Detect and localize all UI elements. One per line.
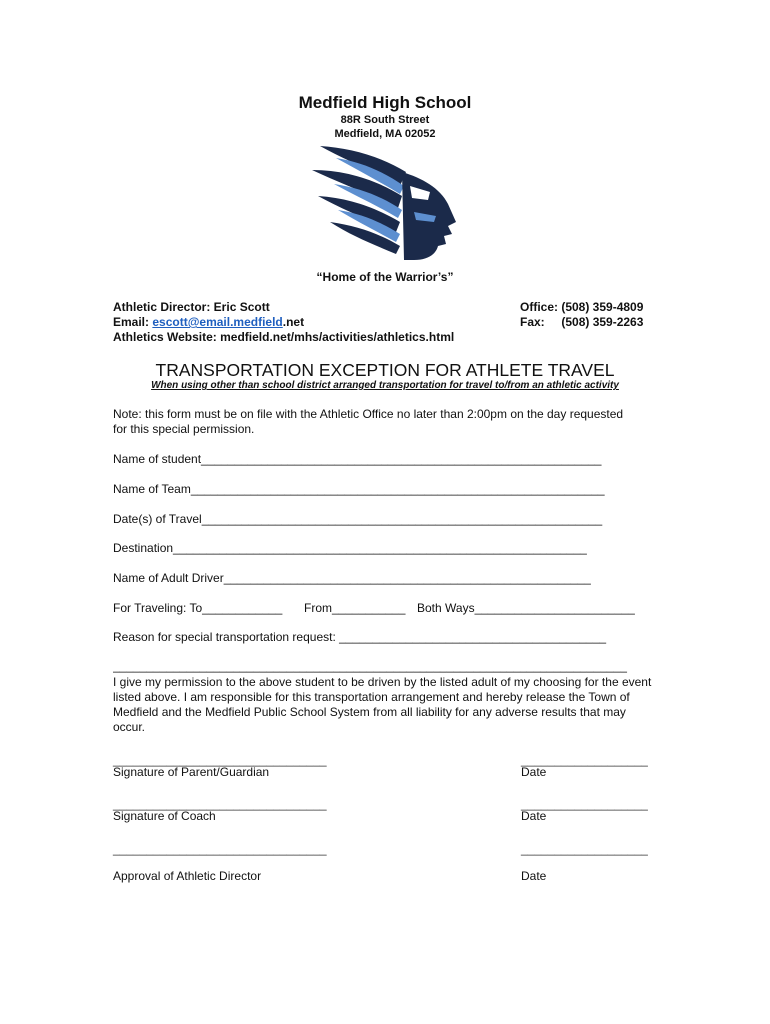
note-line1: Note: this form must be on file with the Athletic Office no later than 2:00pm on the day requested: [113, 407, 624, 421]
reason-blank-line[interactable]: _____________________________________________________________________________: [113, 659, 627, 673]
address-line1: 88R South Street: [340, 114, 430, 126]
athletics-website: Athletics Website: medfield.net/mhs/activities/athletics.html: [113, 330, 455, 344]
office-phone: Office: (508) 359-4809: [520, 300, 644, 314]
parent-signature-line[interactable]: ________________________________: [113, 753, 327, 767]
school-name: Medfield High School: [298, 93, 472, 112]
student-name-field[interactable]: Name of student____________________________________________________________: [113, 452, 602, 466]
permission-paragraph: I give my permission to the above student to be driven by the listed adult of my choosing for the event listed above. I am responsible for this transportation arrangement and hereby release the Town of Medfield and the Medfield Public School System from all liability for any adverse results that may occur.: [113, 675, 652, 734]
both-ways-field[interactable]: Both Ways________________________: [417, 601, 635, 615]
coach-signature-label: Signature of Coach: [113, 809, 216, 823]
email-suffix: .net: [282, 315, 305, 329]
email-link[interactable]: escott@email.medfield: [152, 315, 283, 329]
email-label: Email:: [113, 315, 153, 329]
destination-field[interactable]: Destination______________________________________________________________: [113, 541, 587, 555]
school-motto: “Home of the Warrior’s”: [316, 270, 454, 284]
coach-date-line[interactable]: ___________________: [521, 797, 648, 811]
director-date-label: Date: [521, 869, 547, 883]
reason-field[interactable]: Reason for special transportation request: ________________________________________: [113, 630, 607, 644]
adult-driver-field[interactable]: Name of Adult Driver_______________________________________________________: [113, 571, 591, 585]
email-row: [113, 315, 304, 329]
note-line2: for this special permission.: [113, 422, 255, 436]
form-title: TRANSPORTATION EXCEPTION FOR ATHLETE TRAVEL: [155, 360, 615, 380]
parent-signature-label: Signature of Parent/Guardian: [113, 765, 270, 779]
parent-date-line[interactable]: ___________________: [521, 753, 648, 767]
warrior-headdress-logo-icon: [310, 142, 460, 264]
team-name-field[interactable]: Name of Team______________________________________________________________: [113, 482, 605, 496]
director-approval-label: Approval of Athletic Director: [113, 869, 262, 883]
director-signature-line[interactable]: ________________________________: [113, 842, 327, 856]
parent-date-label: Date: [521, 765, 547, 779]
travel-dates-field[interactable]: Date(s) of Travel____________________________________________________________: [113, 512, 603, 526]
athletic-director: Athletic Director: Eric Scott: [113, 300, 270, 314]
traveling-from-field[interactable]: From___________: [304, 601, 406, 615]
coach-signature-line[interactable]: ________________________________: [113, 797, 327, 811]
fax-number: Fax: (508) 359-2263: [520, 315, 644, 329]
coach-date-label: Date: [521, 809, 547, 823]
traveling-to-field[interactable]: For Traveling: To____________: [113, 601, 283, 615]
director-date-line[interactable]: ___________________: [521, 842, 648, 856]
form-subtitle: When using other than school district arranged transportation for travel to/from an athletic activity: [151, 380, 619, 391]
address-line2: Medfield, MA 02052: [334, 128, 436, 140]
